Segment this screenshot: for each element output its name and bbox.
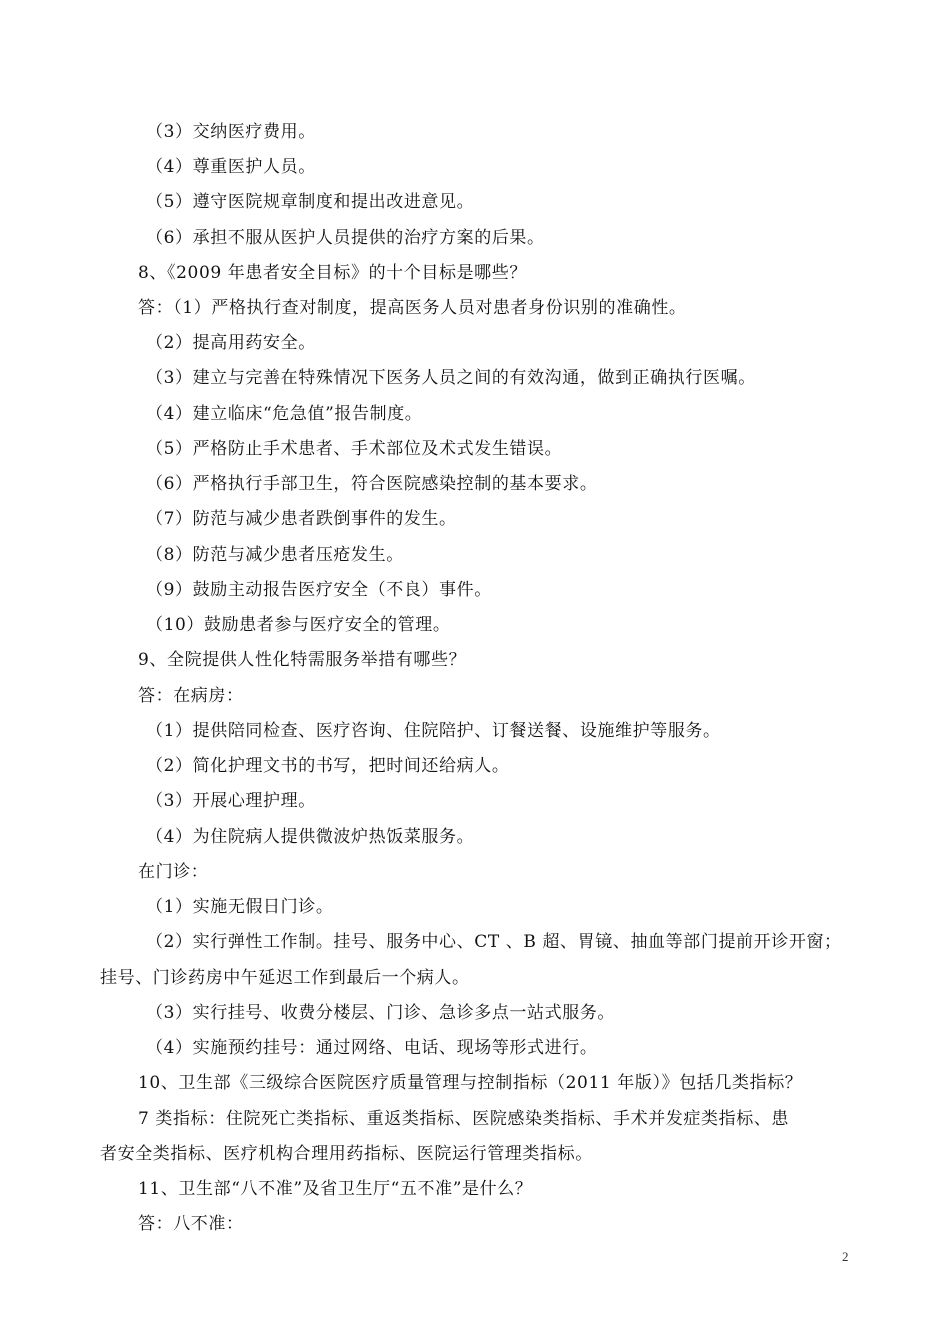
- text-line: （6）承担不服从医护人员提供的治疗方案的后果。: [146, 228, 545, 248]
- text-line: （1）实施无假日门诊。: [146, 897, 334, 917]
- text-line: （3）建立与完善在特殊情况下医务人员之间的有效沟通，做到正确执行医嘱。: [146, 368, 756, 388]
- question-heading: 8、《2009 年患者安全目标》的十个目标是哪些？: [138, 263, 527, 283]
- page-number: 2: [842, 1249, 849, 1264]
- text-line: 在门诊：: [138, 862, 209, 882]
- text-line: （2）实行弹性工作制。挂号、服务中心、CT 、B 超、胃镜、抽血等部门提前开诊开窗；: [146, 932, 842, 952]
- text-line: 答：在病房：: [138, 686, 244, 706]
- text-line: （3）实行挂号、收费分楼层、门诊、急诊多点一站式服务。: [146, 1003, 616, 1023]
- text-line: （5）严格防止手术患者、手术部位及术式发生错误。: [146, 439, 563, 459]
- text-line: （10）鼓励患者参与医疗安全的管理。: [146, 615, 451, 635]
- question-heading: 9、全院提供人性化特需服务举措有哪些？: [138, 650, 467, 670]
- text-line: （2）简化护理文书的书写，把时间还给病人。: [146, 756, 510, 776]
- text-line: 答：（1）严格执行查对制度，提高医务人员对患者身份识别的准确性。: [138, 298, 687, 318]
- text-line: （3）交纳医疗费用。: [146, 122, 316, 142]
- text-line: （7）防范与减少患者跌倒事件的发生。: [146, 509, 457, 529]
- text-line: （2）提高用药安全。: [146, 333, 316, 353]
- text-line: 7 类指标：住院死亡类指标、重返类指标、医院感染类指标、手术并发症类指标、患: [138, 1109, 790, 1129]
- text-line: 挂号、门诊药房中午延迟工作到最后一个病人。: [100, 968, 470, 988]
- text-line: （3）开展心理护理。: [146, 791, 316, 811]
- text-line: （6）严格执行手部卫生，符合医院感染控制的基本要求。: [146, 474, 598, 494]
- text-line: （4）尊重医护人员。: [146, 157, 316, 177]
- text-line: （4）为住院病人提供微波炉热饭菜服务。: [146, 827, 475, 847]
- text-line: 者安全类指标、医疗机构合理用药指标、医院运行管理类指标。: [100, 1144, 593, 1164]
- question-heading: 11、卫生部“八不准”及省卫生厅“五不准”是什么？: [138, 1179, 533, 1199]
- text-line: （8）防范与减少患者压疮发生。: [146, 545, 404, 565]
- text-line: （4）建立临床“危急值”报告制度。: [146, 404, 423, 424]
- text-line: （4）实施预约挂号：通过网络、电话、现场等形式进行。: [146, 1038, 598, 1058]
- question-heading: 10、卫生部《三级综合医院医疗质量管理与控制指标（2011 年版）》包括几类指标？: [138, 1073, 803, 1093]
- text-line: （5）遵守医院规章制度和提出改进意见。: [146, 192, 475, 212]
- text-line: （1）提供陪同检查、医疗咨询、住院陪护、订餐送餐、设施维护等服务。: [146, 721, 721, 741]
- text-line: 答：八不准：: [138, 1214, 244, 1234]
- text-line: （9）鼓励主动报告医疗安全（不良）事件。: [146, 580, 492, 600]
